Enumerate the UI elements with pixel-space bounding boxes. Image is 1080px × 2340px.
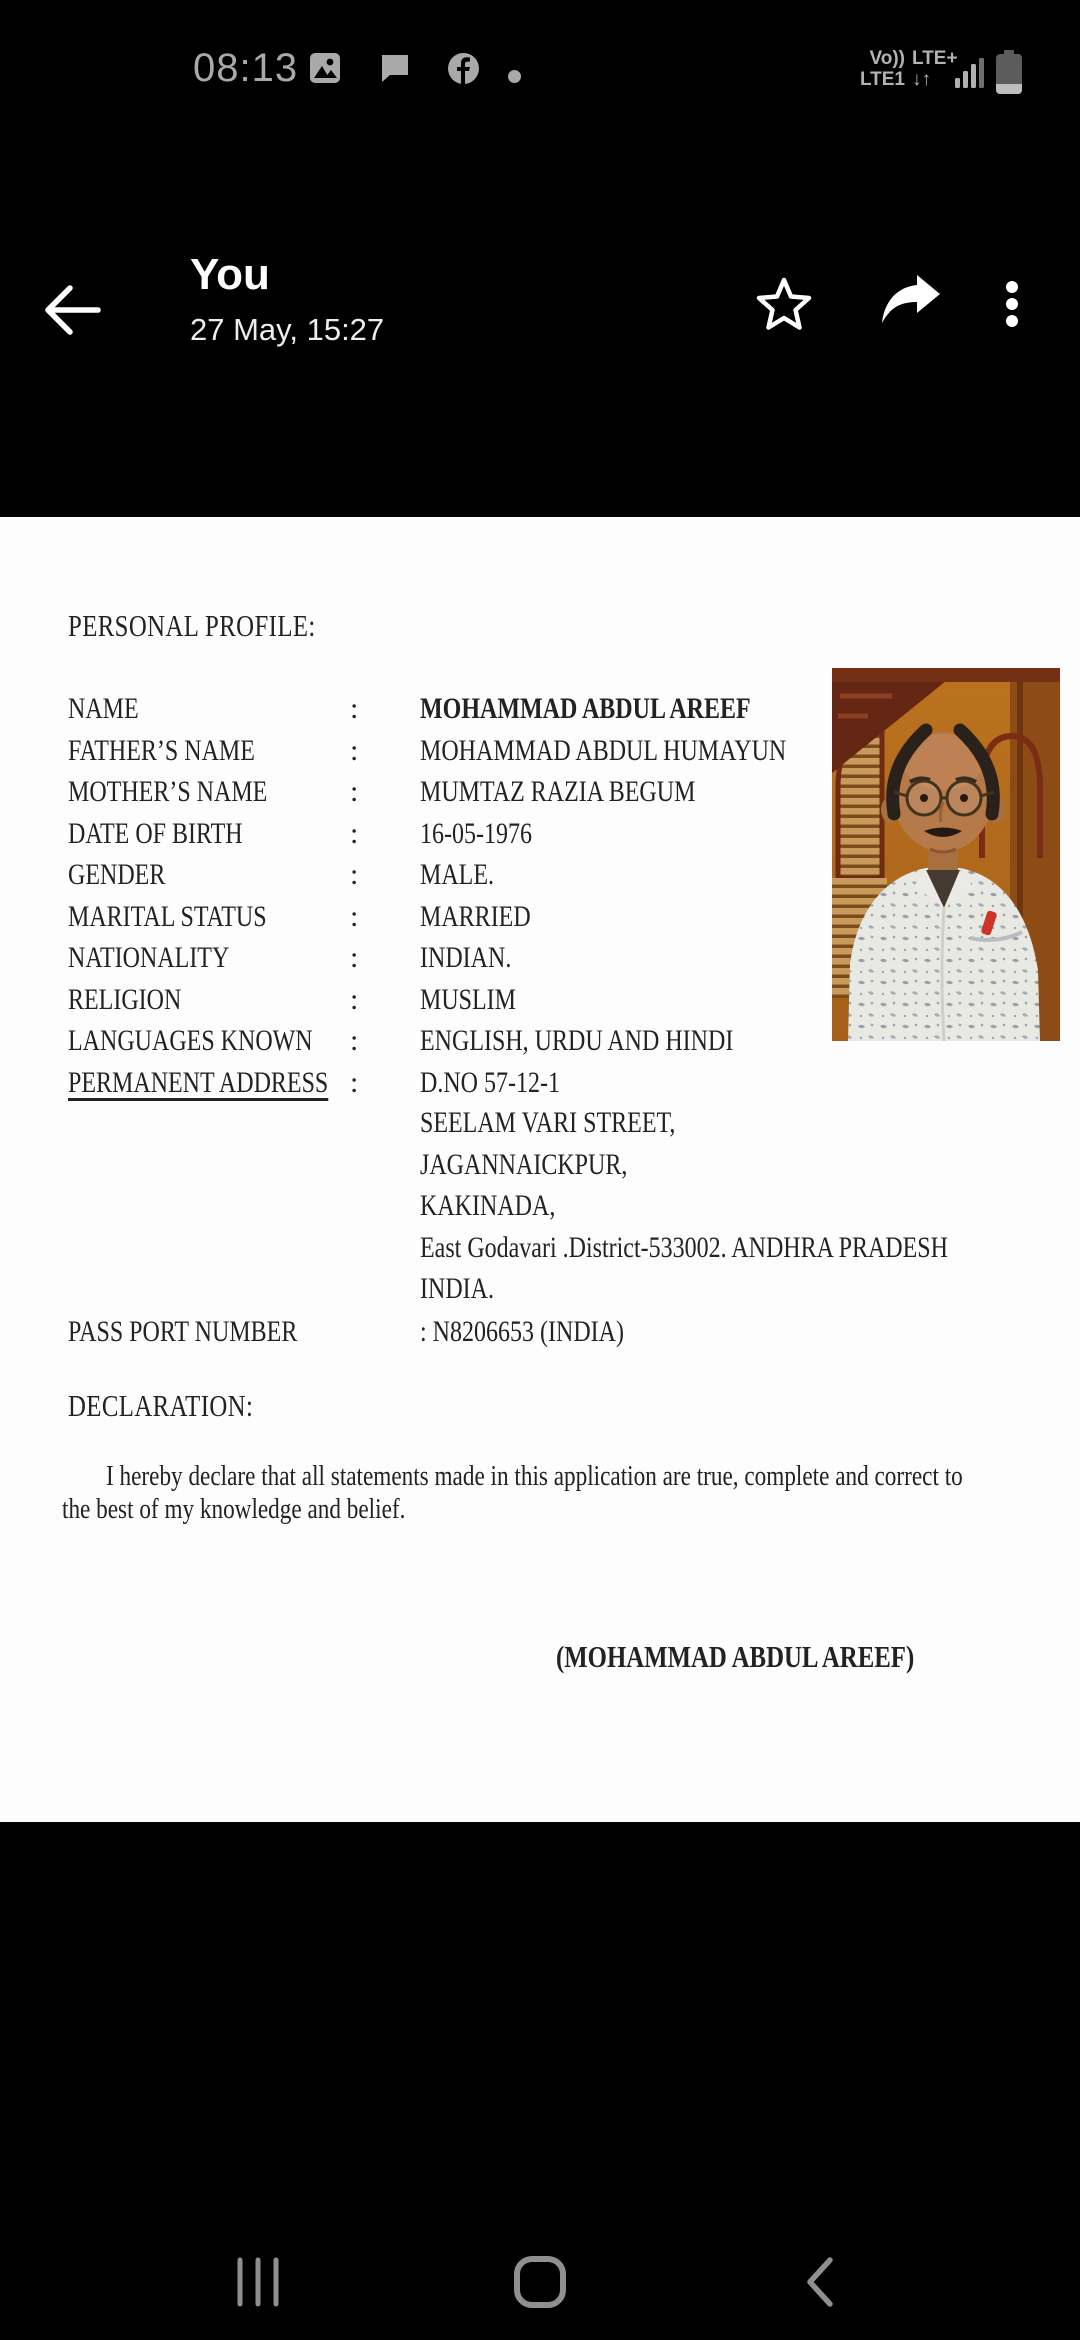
field-label: LANGUAGES KNOWN: [68, 1024, 313, 1057]
address-lines: [420, 1106, 1080, 1314]
field-value: MOHAMMAD ABDUL HUMAYUN: [420, 733, 787, 767]
home-icon[interactable]: [512, 2256, 568, 2313]
field-label: FATHER’S NAME: [68, 733, 255, 767]
field-colon: :: [350, 941, 359, 974]
message-timestamp: 27 May, 15:27: [190, 312, 385, 347]
field-colon: :: [350, 692, 359, 725]
field-label: MOTHER’S NAME: [68, 775, 268, 808]
star-icon[interactable]: [755, 275, 813, 333]
declaration-line: I hereby declare that all statements made in this application are true, complete and correct to: [106, 1460, 963, 1492]
navigation-bar: [0, 2240, 1080, 2340]
back-nav-icon[interactable]: [798, 2256, 842, 2313]
declaration-line: the best of my knowledge and belief.: [62, 1493, 406, 1525]
field-value: MARRIED: [420, 899, 531, 933]
field-value: MALE.: [420, 858, 494, 891]
field-label: PERMANENT ADDRESS: [68, 1065, 329, 1099]
recents-icon[interactable]: [232, 2256, 284, 2313]
field-label: DATE OF BIRTH: [68, 816, 243, 850]
lte-indicator: LTE+ ↓↑: [912, 48, 958, 90]
field-colon: :: [350, 1024, 359, 1057]
back-arrow-icon[interactable]: [40, 278, 104, 342]
field-row-address: [68, 1066, 1058, 1108]
field-value: MUMTAZ RAZIA BEGUM: [420, 775, 696, 808]
forward-icon[interactable]: [880, 275, 938, 333]
field-value: INDIAN.: [420, 941, 512, 974]
declaration-paragraph: [62, 1460, 1080, 1526]
battery-icon: [995, 50, 1023, 99]
signal-strength-icon: [955, 58, 987, 93]
document-image[interactable]: [0, 517, 1080, 1822]
more-notifications-dot-icon: [508, 70, 521, 83]
field-label: RELIGION: [68, 982, 182, 1016]
field-colon: :: [350, 982, 359, 1016]
volte-indicator: Vo)) LTE1: [859, 48, 905, 90]
field-value: MUSLIM: [420, 982, 517, 1016]
gallery-notification-icon: [310, 53, 340, 88]
signature-name: (MOHAMMAD ABDUL AREEF): [556, 1639, 915, 1674]
field-value: D.NO 57-12-1: [420, 1065, 560, 1099]
address-line: KAKINADA,: [420, 1189, 556, 1222]
message-notification-icon: [380, 53, 410, 88]
facebook-notification-icon: [448, 53, 479, 89]
field-label: NATIONALITY: [68, 941, 230, 974]
status-bar: [0, 40, 1080, 96]
profile-section-title: PERSONAL PROFILE:: [68, 608, 316, 643]
profile-photo: [832, 668, 1060, 1041]
clock: 08:13: [193, 46, 299, 90]
app-header: [0, 120, 1080, 347]
field-label: NAME: [68, 692, 139, 725]
field-label: GENDER: [68, 858, 166, 891]
field-value: ENGLISH, URDU AND HINDI: [420, 1024, 734, 1057]
address-line: JAGANNAICKPUR,: [420, 1147, 628, 1181]
address-line: INDIA.: [420, 1272, 494, 1305]
field-row-passport: [68, 1315, 1058, 1357]
sender-title: You: [190, 250, 270, 299]
overflow-menu-icon[interactable]: [1000, 275, 1058, 333]
field-label: PASS PORT NUMBER: [68, 1315, 298, 1348]
field-value: : N8206653 (INDIA): [420, 1315, 624, 1348]
field-colon: :: [350, 775, 359, 808]
field-colon: :: [350, 858, 359, 891]
field-colon: :: [350, 816, 359, 850]
declaration-section-title: DECLARATION:: [68, 1388, 254, 1423]
field-colon: :: [350, 1065, 359, 1099]
address-line: East Godavari .District-533002. ANDHRA PRADESH: [420, 1230, 948, 1264]
field-value: MOHAMMAD ABDUL AREEF: [420, 692, 751, 725]
field-label: MARITAL STATUS: [68, 899, 267, 933]
field-value: 16-05-1976: [420, 816, 532, 850]
address-line: SEELAM VARI STREET,: [420, 1106, 676, 1139]
field-colon: :: [350, 899, 359, 933]
field-colon: :: [350, 733, 359, 767]
